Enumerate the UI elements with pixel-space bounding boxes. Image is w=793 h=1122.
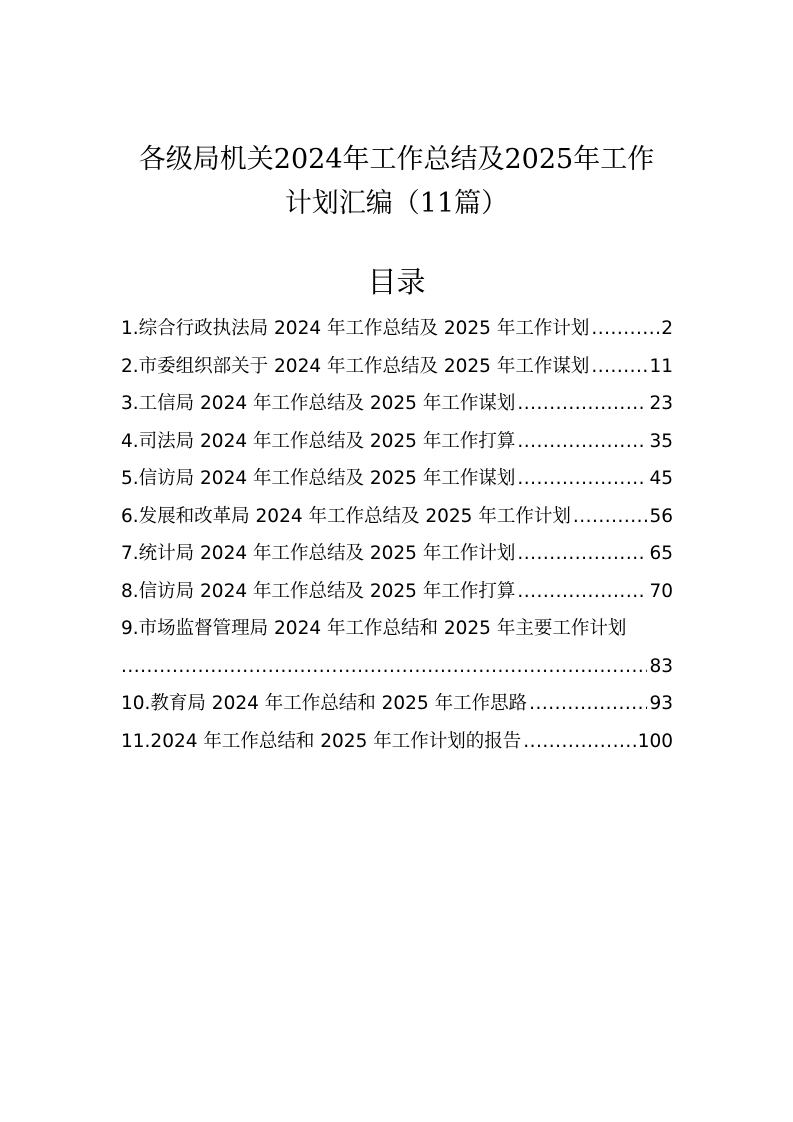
toc-entry[interactable] xyxy=(121,348,673,386)
toc-entry-continuation xyxy=(121,648,673,686)
toc-entry-title: 3.工信局 2024 年工作总结及 2025 年工作谋划 xyxy=(121,393,516,414)
toc-dot-leader xyxy=(591,310,659,348)
toc-dot-leader xyxy=(517,460,647,498)
toc-entry-page: 2 xyxy=(661,318,673,339)
toc-entry[interactable] xyxy=(121,610,673,685)
toc-entry[interactable] xyxy=(121,385,673,423)
title-line-1: 各级局机关2024年工作总结及2025年工作 xyxy=(138,144,655,175)
toc-entry-title: 2.市委组织部关于 2024 年工作总结及 2025 年工作谋划 xyxy=(121,355,590,377)
toc-dot-leader xyxy=(517,535,647,573)
toc-dot-leader xyxy=(121,648,647,686)
toc-entry-title: 9.市场监督管理局 2024 年工作总结和 2025 年主要工作计划 xyxy=(121,618,627,639)
toc-entry[interactable] xyxy=(121,573,673,611)
toc-entry-title: 1.综合行政执法局 2024 年工作总结及 2025 年工作计划 xyxy=(121,318,590,339)
toc-entry-title: 8.信访局 2024 年工作总结及 2025 年工作打算 xyxy=(121,580,516,602)
toc-entry[interactable] xyxy=(121,310,673,348)
toc-entry-title: 11.2024 年工作总结和 2025 年工作计划的报告 xyxy=(121,730,522,752)
toc-entry-page: 83 xyxy=(649,655,673,677)
toc-entry-page: 45 xyxy=(649,468,673,489)
toc-entry-page: 100 xyxy=(637,730,673,752)
toc-heading: 目录 xyxy=(367,265,426,299)
toc-entry-title: 5.信访局 2024 年工作总结及 2025 年工作谋划 xyxy=(121,468,516,489)
toc-entry[interactable] xyxy=(121,535,673,573)
toc-dot-leader xyxy=(573,498,648,536)
toc-dot-leader xyxy=(523,723,635,761)
toc-entry[interactable] xyxy=(121,423,673,461)
table-of-contents xyxy=(121,310,673,760)
toc-entry-page: 23 xyxy=(649,393,673,414)
toc-dot-leader xyxy=(591,348,647,386)
toc-dot-leader xyxy=(517,385,647,423)
toc-entry[interactable] xyxy=(121,685,673,723)
toc-entry[interactable] xyxy=(121,460,673,498)
toc-entry-page: 35 xyxy=(649,430,673,452)
toc-entry-page: 56 xyxy=(649,505,673,527)
toc-entry-title: 10.教育局 2024 年工作总结和 2025 年工作思路 xyxy=(121,693,528,714)
toc-dot-leader xyxy=(529,685,647,723)
toc-entry-title: 4.司法局 2024 年工作总结及 2025 年工作打算 xyxy=(121,430,516,452)
toc-entry-page: 65 xyxy=(649,543,673,564)
toc-entry-title: 6.发展和改革局 2024 年工作总结及 2025 年工作计划 xyxy=(121,505,571,527)
toc-entry-page: 11 xyxy=(649,355,673,377)
toc-entry-title: 7.统计局 2024 年工作总结及 2025 年工作计划 xyxy=(121,543,516,564)
toc-entry-page: 93 xyxy=(649,693,673,714)
toc-entry[interactable] xyxy=(121,498,673,536)
toc-dot-leader xyxy=(517,423,647,461)
toc-dot-leader xyxy=(517,573,647,611)
toc-entry[interactable] xyxy=(121,723,673,761)
document-title xyxy=(110,138,683,226)
toc-entry-page: 70 xyxy=(649,580,673,602)
title-line-2: 计划汇编（11篇） xyxy=(284,188,509,219)
